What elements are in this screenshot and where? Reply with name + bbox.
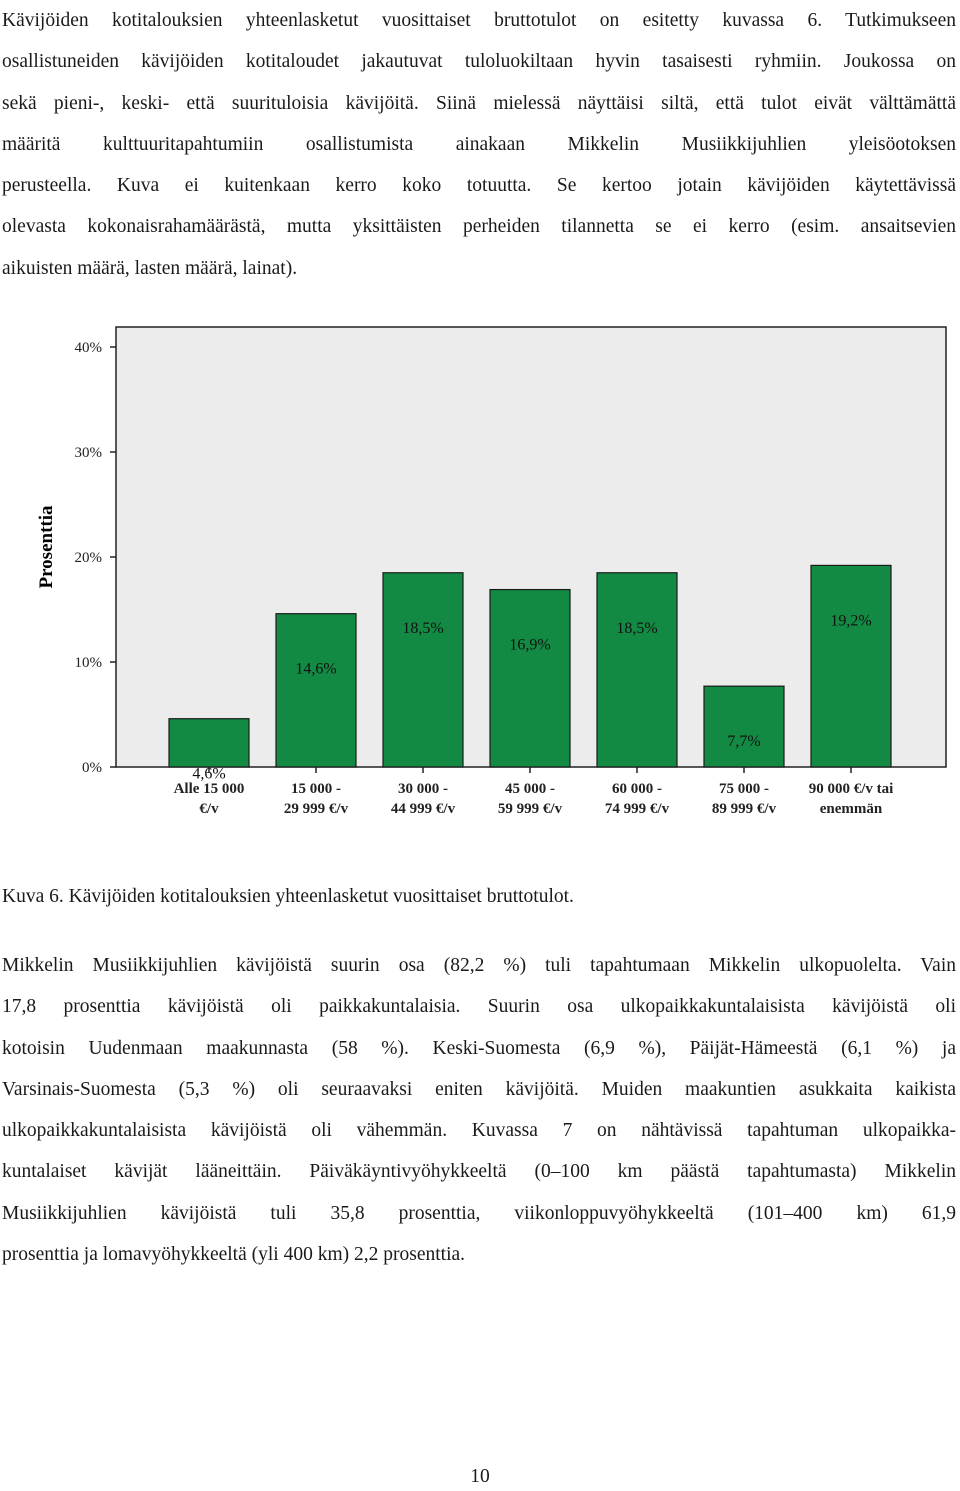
text-line: sekä pieni-, keski- että suurituloisia kävijöitä. Siinä mielessä näyttäisi siltä, että tulot eivät välttämättä [2,92,956,114]
text-line: Kävijöiden kotitalouksien yhteenlasketut vuosittaiset bruttotulot on esitetty kuvassa 6. Tutkimukseen [2,10,956,31]
x-tick-label: 90 000 €/v tai [808,781,894,797]
x-tick-label: 60 000 - [612,781,662,797]
x-tick-label: 29 999 €/v [283,801,349,817]
page-number: 10 [470,1466,490,1487]
text-line: osallistuneiden kävijöiden kotitaloudet jakautuvat tuloluokiltaan hyvin tasaisesti ryhmiin. Joukossa on [2,51,956,73]
bar [811,565,891,767]
text-line: kuntalaiset kävijät lääneittäin. Päiväkäyntivyöhykkeeltä (0–100 km päästä tapahtumasta) Mikkelin [2,1161,956,1183]
text-line: määritä kulttuuritapahtumiin osallistumista ainakaan Mikkelin Musiikkijuhlien yleisöotoksen [2,133,956,155]
figure-caption: Kuva 6. Kävijöiden kotitalouksien yhteenlasketut vuosittaiset bruttotulot. [2,886,574,907]
x-tick-label: enemmän [819,801,883,817]
x-tick-label: 44 999 €/v [390,801,456,817]
bar-value-label: 18,5% [402,619,444,637]
bar-value-label: 7,7% [727,733,761,751]
bar-value-label: 4,6% [192,765,226,783]
bar [490,590,570,767]
text-line: ulkopaikkakuntalaisista kävijöistä oli vähemmän. Kuvassa 7 on nähtävissä tapahtuman ulkopaikka- [2,1120,956,1142]
bar [169,719,249,767]
x-tick-label: 89 999 €/v [711,801,777,817]
bar [597,573,677,767]
y-tick-label: 20% [74,550,102,566]
text-line: 17,8 prosenttia kävijöistä oli paikkakuntalaisia. Suurin osa ulkopaikkakuntalaisista kävijöistä oli [2,996,956,1018]
x-tick-label: 30 000 - [398,781,448,797]
text-line: Varsinais-Suomesta (5,3 %) oli seuraavaksi eniten kävijöitä. Muiden maakuntien asukkaita kaikista [2,1078,956,1100]
x-tick-label: Alle 15 000 [173,781,245,797]
bar [383,573,463,767]
bar [276,614,356,767]
bar-value-label: 14,6% [295,660,337,678]
bar-value-label: 16,9% [509,636,551,654]
paragraph-intro [2,0,956,289]
bar-value-label: 19,2% [830,612,872,630]
x-tick-label: 59 999 €/v [497,801,563,817]
text-line: aikuisten määrä, lasten määrä, lainat). [2,257,298,279]
x-tick-label: €/v [199,801,219,817]
paragraph-regions [2,945,956,1275]
text-line: olevasta kokonaisrahamäärästä, mutta yksittäisten perheiden tilannetta se ei kerro (esim. ansaitsevien [2,216,956,238]
y-tick-label: 0% [82,760,102,776]
bar-value-label: 18,5% [616,619,658,637]
x-tick-label: 45 000 - [505,781,555,797]
income-bar-chart [0,300,960,840]
y-tick-label: 40% [74,340,102,356]
text-line: prosenttia ja lomavyöhykkeeltä (yli 400 km) 2,2 prosenttia. [2,1244,466,1266]
x-tick-label: 15 000 - [291,781,341,797]
text-line: perusteella. Kuva ei kuitenkaan kerro koko totuutta. Se kertoo jotain kävijöiden käytettävissä [2,175,956,197]
text-line: Mikkelin Musiikkijuhlien kävijöistä suurin osa (82,2 %) tuli tapahtumaan Mikkelin ulkopuolelta. Vain [2,955,956,976]
x-axis [174,767,894,817]
bar [704,686,784,767]
text-line: Musiikkijuhlien kävijöistä tuli 35,8 prosenttia, viikonloppuvyöhykkeeltä (101–400 km) 61,9 [2,1202,956,1224]
y-tick-label: 10% [74,655,102,671]
text-line: kotoisin Uudenmaan maakunnasta (58 %). Keski-Suomesta (6,9 %), Päijät-Hämeestä (6,1 %) ja [2,1037,956,1059]
y-axis [75,340,117,776]
x-tick-label: 75 000 - [719,781,769,797]
x-tick-label: 74 999 €/v [604,801,670,817]
y-axis-label: Prosenttia [36,505,57,589]
y-tick-label: 30% [74,445,102,461]
